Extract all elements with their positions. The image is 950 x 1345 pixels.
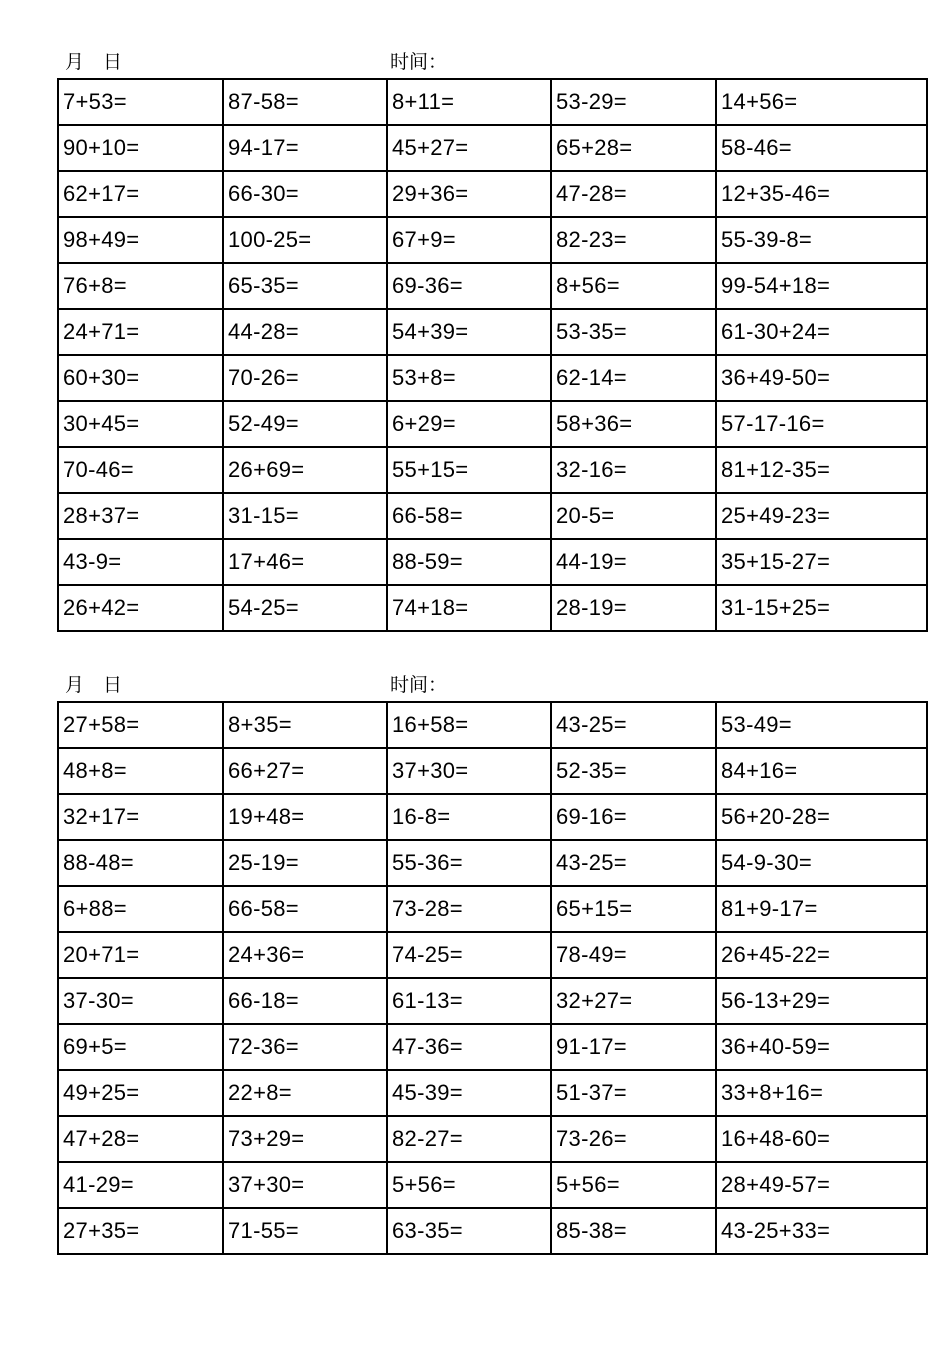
problem-cell: 73+29= (223, 1116, 387, 1162)
problem-cell: 44-19= (551, 539, 716, 585)
problem-cell: 66-18= (223, 978, 387, 1024)
problem-row (58, 79, 927, 125)
problem-cell: 8+35= (223, 702, 387, 748)
problem-cell: 65-35= (223, 263, 387, 309)
problem-cell: 54-25= (223, 585, 387, 631)
problem-cell: 5+56= (387, 1162, 551, 1208)
problem-cell: 90+10= (58, 125, 223, 171)
problem-cell: 24+36= (223, 932, 387, 978)
problem-cell: 25-19= (223, 840, 387, 886)
problem-cell: 57-17-16= (716, 401, 927, 447)
problem-cell: 53-49= (716, 702, 927, 748)
problem-cell: 28+49-57= (716, 1162, 927, 1208)
problem-cell: 62+17= (58, 171, 223, 217)
problem-cell: 69-16= (551, 794, 716, 840)
problem-cell: 32+27= (551, 978, 716, 1024)
problem-cell: 25+49-23= (716, 493, 927, 539)
problem-cell: 8+56= (551, 263, 716, 309)
problem-cell: 55+15= (387, 447, 551, 493)
problem-cell: 66-58= (387, 493, 551, 539)
problem-cell: 43-25+33= (716, 1208, 927, 1254)
problem-cell: 70-26= (223, 355, 387, 401)
problem-cell: 69-36= (387, 263, 551, 309)
problem-cell: 19+48= (223, 794, 387, 840)
problem-cell: 47-28= (551, 171, 716, 217)
problem-cell: 37-30= (58, 978, 223, 1024)
problem-cell: 62-14= (551, 355, 716, 401)
problem-cell: 66+27= (223, 748, 387, 794)
problem-cell: 98+49= (58, 217, 223, 263)
problem-cell: 43-9= (58, 539, 223, 585)
problem-cell: 66-58= (223, 886, 387, 932)
problem-row (58, 886, 927, 932)
problem-cell: 22+8= (223, 1070, 387, 1116)
date-label: 月 日 (65, 674, 123, 696)
problem-cell: 82-27= (387, 1116, 551, 1162)
problem-cell: 84+16= (716, 748, 927, 794)
problem-cell: 43-25= (551, 840, 716, 886)
problem-row (58, 355, 927, 401)
problem-cell: 69+5= (58, 1024, 223, 1070)
problem-cell: 74+18= (387, 585, 551, 631)
problem-cell: 47+28= (58, 1116, 223, 1162)
worksheet-header (57, 668, 926, 701)
problem-row (58, 171, 927, 217)
problem-cell: 17+46= (223, 539, 387, 585)
problem-cell: 48+8= (58, 748, 223, 794)
problem-cell: 61-13= (387, 978, 551, 1024)
problem-cell: 6+29= (387, 401, 551, 447)
problem-grid (57, 78, 928, 632)
problem-row (58, 840, 927, 886)
problem-cell: 47-36= (387, 1024, 551, 1070)
problem-cell: 32-16= (551, 447, 716, 493)
problem-cell: 72-36= (223, 1024, 387, 1070)
problem-cell: 37+30= (387, 748, 551, 794)
problem-cell: 24+71= (58, 309, 223, 355)
worksheet-2 (57, 668, 926, 1255)
problem-row (58, 493, 927, 539)
problem-row (58, 401, 927, 447)
time-label: 时间： (390, 51, 448, 73)
problem-cell: 26+45-22= (716, 932, 927, 978)
problem-cell: 5+56= (551, 1162, 716, 1208)
problem-row (58, 702, 927, 748)
problem-cell: 29+36= (387, 171, 551, 217)
problem-cell: 49+25= (58, 1070, 223, 1116)
problem-cell: 53+8= (387, 355, 551, 401)
problem-cell: 54+39= (387, 309, 551, 355)
problem-cell: 88-59= (387, 539, 551, 585)
problem-cell: 43-25= (551, 702, 716, 748)
problem-cell: 30+45= (58, 401, 223, 447)
problem-row (58, 1024, 927, 1070)
problem-cell: 66-30= (223, 171, 387, 217)
problem-cell: 60+30= (58, 355, 223, 401)
problem-cell: 82-23= (551, 217, 716, 263)
problem-cell: 12+35-46= (716, 171, 927, 217)
problem-cell: 74-25= (387, 932, 551, 978)
problem-cell: 52-49= (223, 401, 387, 447)
problem-cell: 45+27= (387, 125, 551, 171)
problem-row (58, 748, 927, 794)
problem-cell: 63-35= (387, 1208, 551, 1254)
problem-cell: 16+58= (387, 702, 551, 748)
problem-cell: 16+48-60= (716, 1116, 927, 1162)
problem-row (58, 585, 927, 631)
problem-grid (57, 701, 928, 1255)
problem-cell: 54-9-30= (716, 840, 927, 886)
problem-cell: 27+35= (58, 1208, 223, 1254)
problem-row (58, 794, 927, 840)
problem-cell: 65+28= (551, 125, 716, 171)
problem-cell: 70-46= (58, 447, 223, 493)
problem-cell: 31-15+25= (716, 585, 927, 631)
problem-cell: 55-39-8= (716, 217, 927, 263)
problem-row (58, 1070, 927, 1116)
problem-row (58, 932, 927, 978)
problem-cell: 88-48= (58, 840, 223, 886)
problem-row (58, 447, 927, 493)
problem-cell: 99-54+18= (716, 263, 927, 309)
problem-cell: 8+11= (387, 79, 551, 125)
problem-row (58, 1116, 927, 1162)
problem-cell: 45-39= (387, 1070, 551, 1116)
problem-cell: 6+88= (58, 886, 223, 932)
problem-cell: 27+58= (58, 702, 223, 748)
problem-cell: 100-25= (223, 217, 387, 263)
worksheet-1 (57, 45, 926, 632)
problem-cell: 55-36= (387, 840, 551, 886)
problem-cell: 20-5= (551, 493, 716, 539)
worksheet-header (57, 45, 926, 78)
problem-row (58, 978, 927, 1024)
problem-cell: 58-46= (716, 125, 927, 171)
problem-row (58, 539, 927, 585)
problem-row (58, 309, 927, 355)
problem-cell: 20+71= (58, 932, 223, 978)
problem-cell: 53-29= (551, 79, 716, 125)
problem-cell: 36+49-50= (716, 355, 927, 401)
problem-cell: 31-15= (223, 493, 387, 539)
problem-cell: 28-19= (551, 585, 716, 631)
problem-cell: 32+17= (58, 794, 223, 840)
date-label: 月 日 (65, 51, 123, 73)
problem-cell: 56-13+29= (716, 978, 927, 1024)
problem-cell: 35+15-27= (716, 539, 927, 585)
problem-cell: 26+69= (223, 447, 387, 493)
problem-cell: 81+9-17= (716, 886, 927, 932)
problem-cell: 87-58= (223, 79, 387, 125)
problem-cell: 53-35= (551, 309, 716, 355)
problem-cell: 56+20-28= (716, 794, 927, 840)
problem-cell: 16-8= (387, 794, 551, 840)
problem-row (58, 263, 927, 309)
problem-cell: 81+12-35= (716, 447, 927, 493)
problem-cell: 37+30= (223, 1162, 387, 1208)
problem-cell: 94-17= (223, 125, 387, 171)
problem-cell: 58+36= (551, 401, 716, 447)
problem-row (58, 1208, 927, 1254)
problem-cell: 33+8+16= (716, 1070, 927, 1116)
problem-cell: 26+42= (58, 585, 223, 631)
problem-row (58, 217, 927, 263)
problem-cell: 85-38= (551, 1208, 716, 1254)
problem-cell: 51-37= (551, 1070, 716, 1116)
problem-cell: 71-55= (223, 1208, 387, 1254)
problem-cell: 65+15= (551, 886, 716, 932)
problem-cell: 36+40-59= (716, 1024, 927, 1070)
problem-cell: 67+9= (387, 217, 551, 263)
time-label: 时间： (390, 674, 448, 696)
problem-cell: 91-17= (551, 1024, 716, 1070)
problem-row (58, 1162, 927, 1208)
problem-cell: 41-29= (58, 1162, 223, 1208)
problem-cell: 52-35= (551, 748, 716, 794)
problem-row (58, 125, 927, 171)
problem-cell: 78-49= (551, 932, 716, 978)
problem-cell: 44-28= (223, 309, 387, 355)
problem-cell: 28+37= (58, 493, 223, 539)
problem-cell: 14+56= (716, 79, 927, 125)
problem-cell: 73-28= (387, 886, 551, 932)
problem-cell: 61-30+24= (716, 309, 927, 355)
problem-cell: 76+8= (58, 263, 223, 309)
problem-cell: 7+53= (58, 79, 223, 125)
problem-cell: 73-26= (551, 1116, 716, 1162)
